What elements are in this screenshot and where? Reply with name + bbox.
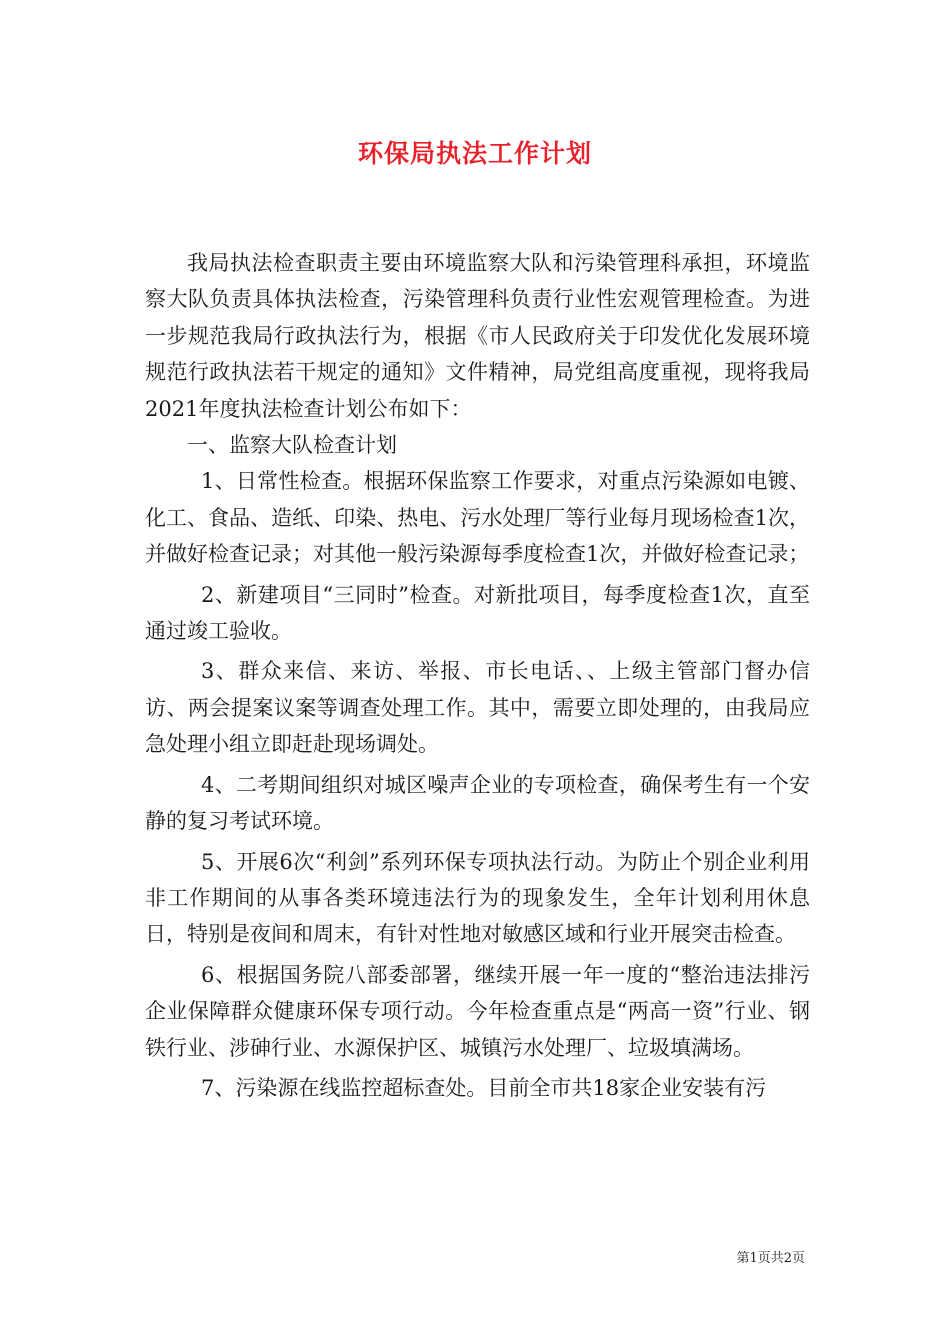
document-title: 环保局执法工作计划: [357, 139, 592, 168]
list-item: 3、群众来信、来访、举报、市长电话、、上级主管部门督办信访、两会提案议案等调查处理工作。其中，需要立即处理的，由我局应急处理小组立即赶赴现场调处。: [145, 659, 810, 757]
list-item: 2、新建项目“三同时”检查。对新批项目，每季度检查1次，直至通过竣工验收。: [145, 582, 810, 644]
document-body: [145, 245, 810, 1106]
list-item: 5、开展6次“利剑”系列环保专项执法行动。为防止个别企业利用非工作期间的从事各类环境违法行为的现象发生，全年计划利用休息日，特别是夜间和周末，有针对性地对敏感区域和行业开展突击检查。: [145, 849, 810, 947]
list-item: 4、二考期间组织对城区噪声企业的专项检查，确保考生有一个安静的复习考试环境。: [145, 772, 810, 834]
list-item: 7、污染源在线监控超标查处。目前全市共18家企业安装有污: [201, 1075, 767, 1100]
list-item: 1、日常性检查。根据环保监察工作要求，对重点污染源如电镀、化工、食品、造纸、印染、热电、污水处理厂等行业每月现场检查1次，并做好检查记录；对其他一般污染源每季度检查1次，并做好检查记录；: [145, 469, 810, 567]
list-item: 6、根据国务院八部委部署，继续开展一年一度的“整治违法排污企业保障群众健康环保专项行动。今年检查重点是“两高一资”行业、钢铁行业、涉砷行业、水源保护区、城镇污水处理厂、垃圾填满场。: [145, 962, 810, 1060]
intro-paragraph: 我局执法检查职责主要由环境监察大队和污染管理科承担，环境监察大队负责具体执法检查，污染管理科负责行业性宏观管理检查。为进一步规范我局行政执法行为，根据《市人民政府关于印发优化发展环境规范行政执法若干规定的通知》文件精神，局党组高度重视，现将我局2021年度执法检查计划公布如下：: [145, 251, 810, 421]
page-number: 第1页共2页: [736, 1251, 805, 1266]
section-heading: 一、监察大队检查计划: [187, 433, 397, 458]
